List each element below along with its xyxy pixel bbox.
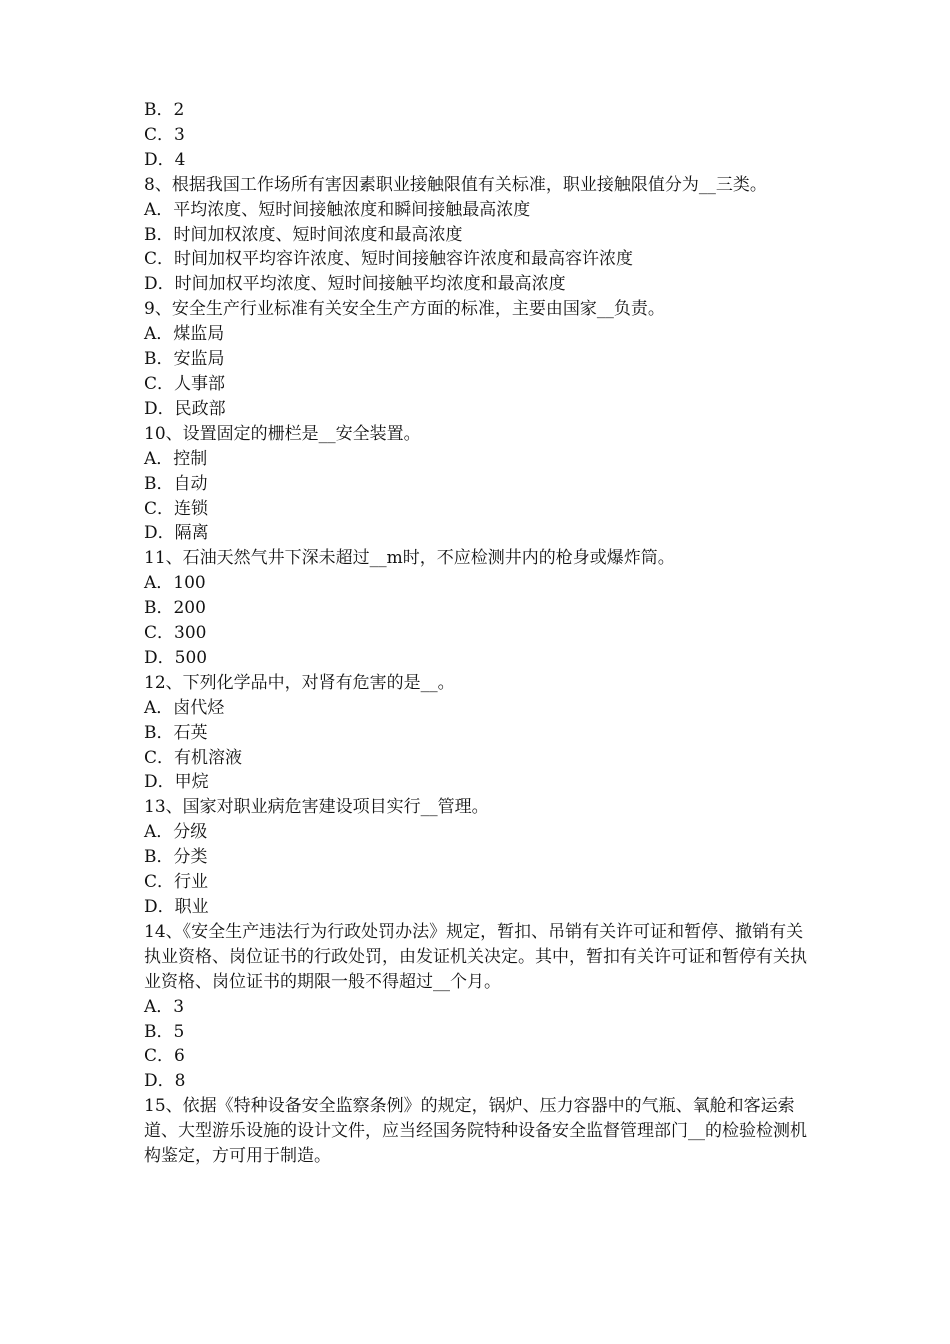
option-c: C．3 — [144, 124, 185, 145]
option-b: B．分类 — [144, 847, 208, 868]
document-page — [144, 98, 816, 1169]
option-b: B．5 — [144, 1021, 185, 1042]
question-11: 11、石油天然气井下深未超过__m时，不应检测井内的枪身或爆炸筒。 — [144, 548, 675, 569]
option-c: C．时间加权平均容许浓度、短时间接触容许浓度和最高容许浓度 — [144, 249, 634, 270]
option-b: B．时间加权浓度、短时间浓度和最高浓度 — [144, 224, 463, 245]
option-a: A．卤代烃 — [144, 697, 225, 718]
option-b: B．自动 — [144, 473, 208, 494]
option-d: D．职业 — [144, 897, 209, 917]
option-d: D．民政部 — [144, 398, 226, 419]
option-a: A．平均浓度、短时间接触浓度和瞬间接触最高浓度 — [144, 199, 531, 220]
option-c: C．有机溶液 — [144, 747, 243, 768]
question-10: 10、设置固定的栅栏是__安全装置。 — [144, 423, 421, 444]
question-9: 9、安全生产行业标准有关安全生产方面的标准，主要由国家__负责。 — [144, 299, 665, 320]
option-d: D．500 — [144, 647, 208, 668]
option-b: B．石英 — [144, 722, 208, 743]
question-14: 14、《安全生产违法行为行政处罚办法》规定，暂扣、吊销有关许可证和暂停、撤销有关执业资格、岗位证书的行政处罚，由发证机关决定。其中，暂扣有关许可证和暂停有关执业资格、岗位证书的期限一般不得超过__个月。 — [144, 921, 807, 992]
option-a: A．分级 — [144, 822, 208, 843]
option-a: A．控制 — [144, 448, 208, 469]
option-c: C．300 — [144, 623, 207, 644]
question-13: 13、国家对职业病危害建设项目实行__管理。 — [144, 797, 489, 818]
option-a: A．3 — [144, 996, 185, 1017]
option-d: D．时间加权平均浓度、短时间接触平均浓度和最高浓度 — [144, 274, 566, 295]
option-b: B．200 — [144, 598, 206, 619]
option-c: C．6 — [144, 1046, 185, 1067]
question-12: 12、下列化学品中，对肾有危害的是__。 — [144, 672, 455, 693]
question-15: 15、依据《特种设备安全监察条例》的规定，锅炉、压力容器中的气瓶、氧舱和客运索道、大型游乐设施的设计文件，应当经国务院特种设备安全监督管理部门__的检验检测机构鉴定，方可用于制造。 — [144, 1096, 807, 1167]
option-a: A．100 — [144, 573, 206, 594]
option-d: D．隔离 — [144, 523, 209, 544]
question-8: 8、根据我国工作场所有害因素职业接触限值有关标准，职业接触限值分为__三类。 — [144, 174, 767, 195]
option-b: B．2 — [144, 100, 185, 120]
option-d: D．甲烷 — [144, 772, 209, 793]
option-c: C．连锁 — [144, 498, 209, 519]
option-d: D．8 — [144, 1071, 186, 1092]
option-c: C．人事部 — [144, 373, 226, 394]
option-b: B．安监局 — [144, 349, 225, 370]
option-c: C．行业 — [144, 872, 209, 893]
option-d: D．4 — [144, 149, 186, 170]
option-a: A．煤监局 — [144, 324, 225, 345]
